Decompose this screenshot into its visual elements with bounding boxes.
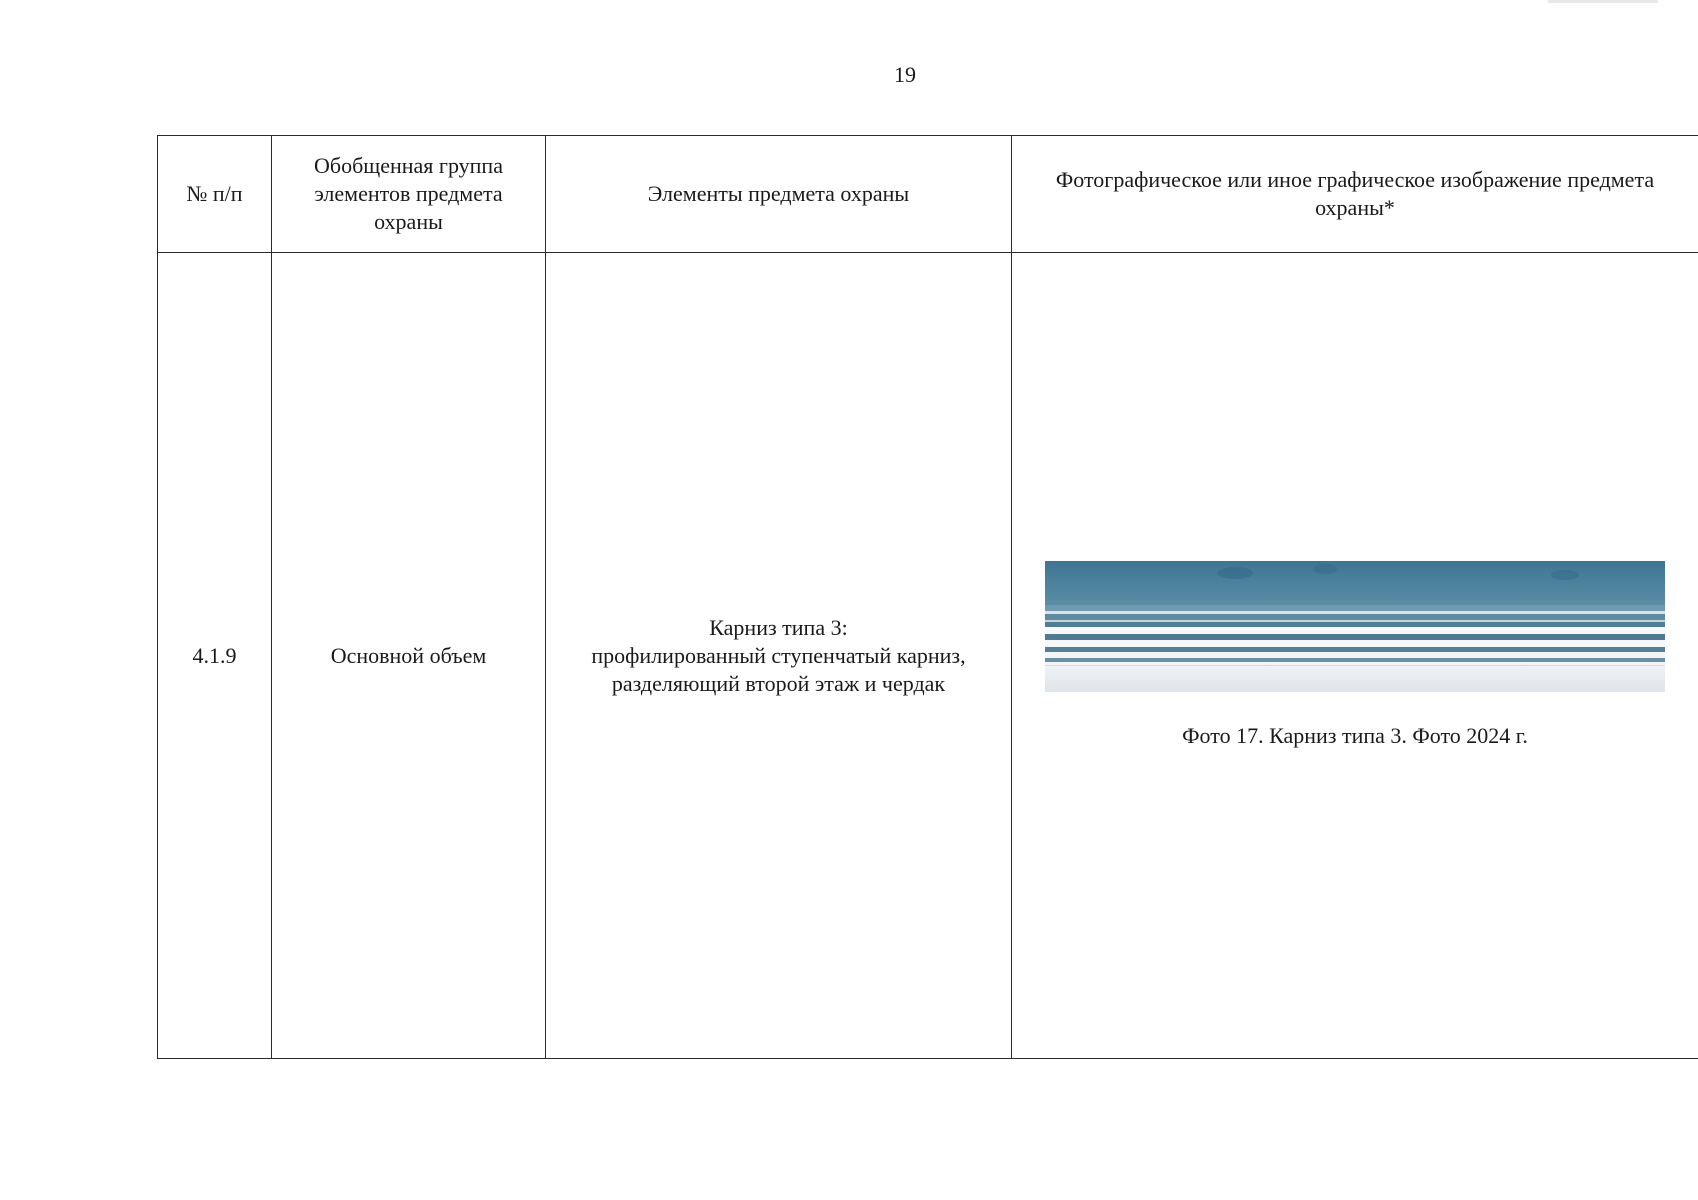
table-row <box>158 253 1698 1059</box>
photo-container <box>1045 561 1665 750</box>
scan-artifact <box>1548 0 1658 3</box>
row-number: 4.1.9 <box>158 253 272 1059</box>
photo-caption: Фото 17. Карниз типа 3. Фото 2024 г. <box>1182 723 1528 748</box>
row-group: Основной объем <box>272 253 546 1059</box>
header-elements: Элементы предмета охраны <box>546 136 1012 253</box>
table-header-row <box>158 136 1698 253</box>
cornice-photo <box>1045 561 1665 692</box>
header-group: Обобщенная группа элементов предмета охраны <box>272 136 546 253</box>
header-number: № п/п <box>158 136 272 253</box>
protection-table <box>157 135 1698 1059</box>
header-photo: Фотографическое или иное графическое изображение предмета охраны* <box>1012 136 1698 253</box>
elements-line-3: разделяющий второй этаж и чердак <box>611 670 946 696</box>
elements-line-2: профилированный ступенчатый карниз, <box>591 642 966 668</box>
page-number: 19 <box>894 62 916 87</box>
row-elements <box>546 253 1012 1059</box>
elements-line-1: Карниз типа 3: <box>709 614 848 640</box>
row-photo <box>1012 253 1698 1059</box>
